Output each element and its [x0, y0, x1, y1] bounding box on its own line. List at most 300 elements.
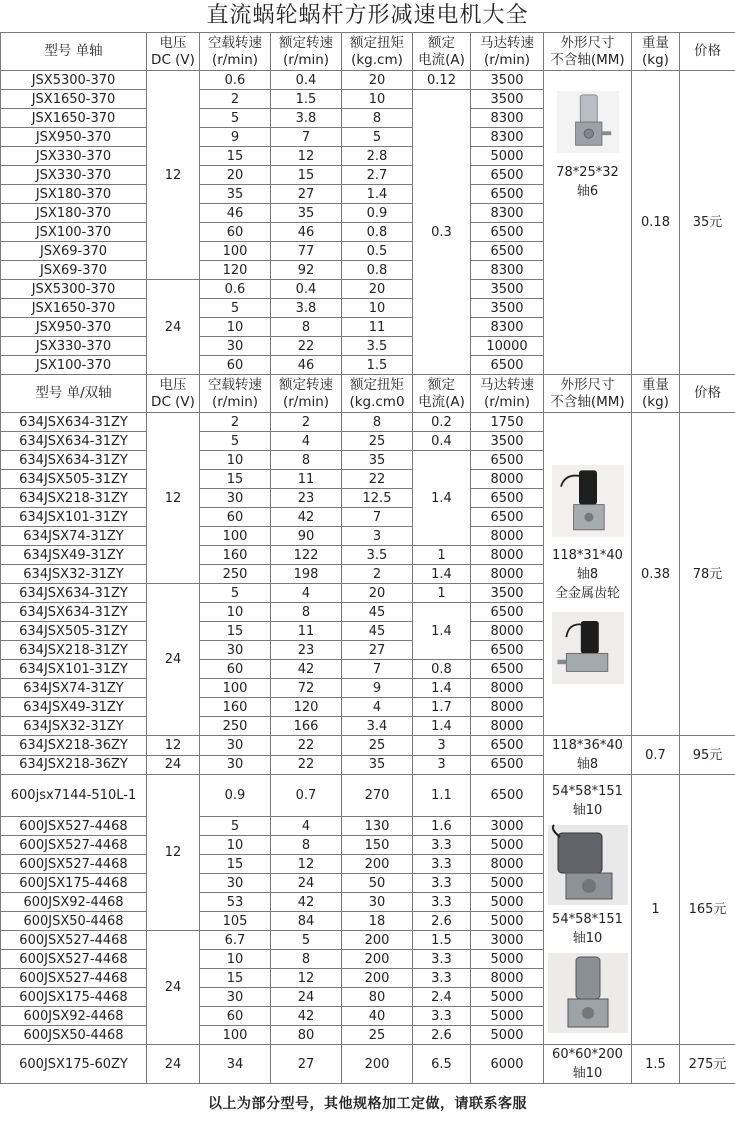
column-header: 额定转速 (r/min) — [271, 33, 342, 71]
table-cell: 22 — [342, 470, 413, 489]
table-cell: 12 — [271, 969, 342, 988]
table-cell: 3500 — [471, 299, 544, 318]
model-cell: 634JSX49-31ZY — [1, 546, 147, 565]
table-cell: 6000 — [471, 1045, 544, 1084]
table-cell: 200 — [342, 855, 413, 874]
motor-spec-table — [0, 32, 735, 1084]
table-cell: 1.5 — [342, 356, 413, 375]
table-cell: 11 — [342, 318, 413, 337]
table-cell: 30 — [200, 736, 271, 756]
table-cell: 8000 — [471, 470, 544, 489]
table-cell: 1.1 — [413, 775, 471, 817]
current-cell: 1.4 — [413, 565, 471, 584]
table-cell: 5 — [200, 817, 271, 836]
table-row — [1, 736, 735, 756]
model-cell: 634JSX49-31ZY — [1, 698, 147, 717]
size-text: 118*31*40 轴8 全金属齿轮 — [544, 546, 631, 603]
table-cell: 25 — [342, 736, 413, 756]
column-header: 空载转速 (r/min) — [200, 33, 271, 71]
table-cell: 200 — [342, 950, 413, 969]
table-cell: 10 — [342, 90, 413, 109]
table-row — [1, 1045, 735, 1084]
table-cell: 46 — [271, 223, 342, 242]
table-cell: 3.3 — [413, 1007, 471, 1026]
table-cell: 42 — [271, 508, 342, 527]
table-cell: 12 — [147, 736, 200, 756]
table-cell: 10 — [200, 451, 271, 470]
table-cell: 7 — [342, 508, 413, 527]
model-cell: JSX69-370 — [1, 242, 147, 261]
table-cell: 1.6 — [413, 817, 471, 836]
table-cell: 53 — [200, 893, 271, 912]
model-cell: 634JSX74-31ZY — [1, 527, 147, 546]
table-cell: 2.7 — [342, 166, 413, 185]
gear-motor-photo — [552, 605, 624, 691]
table-cell: 15 — [200, 470, 271, 489]
column-header: 额定扭矩 (kg.cm) — [342, 33, 413, 71]
table-cell: 198 — [271, 565, 342, 584]
table-cell: 5000 — [471, 836, 544, 855]
table-cell: 0.8 — [342, 261, 413, 280]
model-cell: 600JSX527-4468 — [1, 836, 147, 855]
table-cell: 6.5 — [413, 1045, 471, 1084]
table-cell: 24 — [147, 755, 200, 775]
price-cell: 95元 — [680, 736, 735, 775]
model-cell: JSX1650-370 — [1, 299, 147, 318]
table-cell: 130 — [342, 817, 413, 836]
table-cell: 45 — [342, 603, 413, 622]
table-cell: 10 — [200, 950, 271, 969]
table-cell: 15 — [200, 622, 271, 641]
size-cell: 118*36*40 轴8 — [544, 736, 632, 775]
table-cell: 8000 — [471, 622, 544, 641]
table-cell: 23 — [271, 489, 342, 508]
current-cell: 1 — [413, 584, 471, 603]
table-cell: 22 — [271, 337, 342, 356]
table-cell: 1750 — [471, 413, 544, 432]
weight-cell: 0.18 — [632, 71, 680, 375]
model-cell: 634JSX218-36ZY — [1, 736, 147, 756]
table-cell: 6.7 — [200, 931, 271, 950]
table-cell: 15 — [200, 147, 271, 166]
current-cell: 1.7 — [413, 698, 471, 717]
table-cell: 10 — [342, 299, 413, 318]
table-cell: 3.4 — [342, 717, 413, 736]
table-cell: 160 — [200, 546, 271, 565]
table-cell: 7 — [271, 128, 342, 147]
table-cell: 0.6 — [200, 280, 271, 299]
table-cell: 5000 — [471, 1026, 544, 1045]
current-cell: 0.8 — [413, 660, 471, 679]
table-cell: 100 — [200, 1026, 271, 1045]
table-row — [1, 775, 735, 817]
voltage-cell: 12 — [147, 71, 200, 280]
table-cell: 12.5 — [342, 489, 413, 508]
weight-cell: 0.38 — [632, 413, 680, 736]
table-cell: 200 — [342, 931, 413, 950]
table-cell: 20 — [200, 166, 271, 185]
model-cell: 634JSX505-31ZY — [1, 622, 147, 641]
table-cell: 8300 — [471, 204, 544, 223]
table-cell: 46 — [271, 356, 342, 375]
model-cell: JSX1650-370 — [1, 109, 147, 128]
voltage-cell: 24 — [147, 584, 200, 736]
current-cell: 1.4 — [413, 717, 471, 736]
voltage-cell: 12 — [147, 413, 200, 584]
model-cell: 600JSX175-60ZY — [1, 1045, 147, 1084]
table-cell: 8300 — [471, 109, 544, 128]
table-cell: 12 — [271, 147, 342, 166]
table-cell: 3.3 — [413, 969, 471, 988]
table-cell: 34 — [200, 1045, 271, 1084]
table-row — [1, 71, 735, 90]
table-cell: 3500 — [471, 584, 544, 603]
table-cell: 84 — [271, 912, 342, 931]
size-cell — [544, 413, 632, 736]
table-cell: 15 — [200, 855, 271, 874]
table-cell: 3 — [413, 755, 471, 775]
table-cell: 0.9 — [342, 204, 413, 223]
table-cell: 8 — [342, 109, 413, 128]
table-cell: 25 — [342, 1026, 413, 1045]
current-cell: 1 — [413, 546, 471, 565]
table-cell: 5000 — [471, 893, 544, 912]
column-header: 价格 — [680, 33, 735, 71]
model-cell: JSX180-370 — [1, 204, 147, 223]
table-cell: 6500 — [471, 356, 544, 375]
table-cell: 60 — [200, 660, 271, 679]
table-cell: 3.3 — [413, 855, 471, 874]
model-cell: JSX330-370 — [1, 147, 147, 166]
current-cell: 1.4 — [413, 603, 471, 660]
table-cell: 6500 — [471, 755, 544, 775]
table-cell: 5 — [342, 128, 413, 147]
table-cell: 6500 — [471, 489, 544, 508]
gear-motor-photo — [552, 458, 624, 544]
weight-cell: 0.7 — [632, 736, 680, 775]
table-cell: 4 — [342, 698, 413, 717]
table-cell: 22 — [271, 755, 342, 775]
table-cell: 5 — [271, 931, 342, 950]
current-cell: 0.12 — [413, 71, 471, 90]
table-cell: 42 — [271, 893, 342, 912]
column-header: 空载转速 (r/min) — [200, 375, 271, 413]
table-cell: 8000 — [471, 679, 544, 698]
table-cell: 40 — [342, 1007, 413, 1026]
table-cell: 6500 — [471, 166, 544, 185]
table-cell: 60 — [200, 356, 271, 375]
table-cell: 200 — [342, 969, 413, 988]
table-cell: 30 — [342, 893, 413, 912]
table-cell: 2 — [342, 565, 413, 584]
table-cell: 3500 — [471, 280, 544, 299]
model-cell: 600JSX92-4468 — [1, 893, 147, 912]
table-cell: 6500 — [471, 736, 544, 756]
size-text: 54*58*151 轴10 — [544, 782, 631, 820]
model-cell: JSX1650-370 — [1, 90, 147, 109]
table-cell: 2 — [271, 413, 342, 432]
table-cell: 46 — [200, 204, 271, 223]
table-cell: 50 — [342, 874, 413, 893]
table-cell: 77 — [271, 242, 342, 261]
table-cell: 150 — [342, 836, 413, 855]
table-cell: 6500 — [471, 242, 544, 261]
table-cell: 5000 — [471, 912, 544, 931]
table-cell: 8300 — [471, 261, 544, 280]
table-cell: 3.8 — [271, 299, 342, 318]
table-cell: 100 — [200, 242, 271, 261]
table-cell: 120 — [200, 261, 271, 280]
table-cell: 35 — [200, 185, 271, 204]
gear-motor-photo — [548, 822, 628, 908]
table-cell: 8 — [342, 413, 413, 432]
table-cell: 100 — [200, 679, 271, 698]
column-header: 电压 DC (V) — [147, 375, 200, 413]
table-cell: 10 — [200, 603, 271, 622]
table-cell: 4 — [271, 432, 342, 451]
table-cell: 5 — [200, 299, 271, 318]
price-cell: 35元 — [680, 71, 735, 375]
table-cell: 5000 — [471, 950, 544, 969]
model-cell: 600JSX175-4468 — [1, 874, 147, 893]
table-cell: 7 — [342, 660, 413, 679]
model-cell: 634JSX32-31ZY — [1, 717, 147, 736]
table-cell: 1.5 — [271, 90, 342, 109]
size-cell: 60*60*200 轴10 — [544, 1045, 632, 1084]
footer-note: 以上为部分型号，其他规格加工定做，请联系客服 — [0, 1084, 735, 1128]
model-cell: JSX100-370 — [1, 356, 147, 375]
table-cell: 27 — [271, 1045, 342, 1084]
size-text: 78*25*32 轴6 — [544, 163, 631, 201]
model-cell: JSX100-370 — [1, 223, 147, 242]
table-cell: 105 — [200, 912, 271, 931]
table-cell: 10 — [200, 318, 271, 337]
table-cell: 0.8 — [342, 223, 413, 242]
table-cell: 120 — [271, 698, 342, 717]
model-cell: 634JSX218-31ZY — [1, 641, 147, 660]
table-cell: 8000 — [471, 565, 544, 584]
table-cell: 27 — [342, 641, 413, 660]
table-cell: 8 — [271, 950, 342, 969]
table-cell: 20 — [342, 280, 413, 299]
table-cell: 0.7 — [271, 775, 342, 817]
table-cell: 5000 — [471, 988, 544, 1007]
table-cell: 30 — [200, 641, 271, 660]
table-cell: 80 — [271, 1026, 342, 1045]
current-cell: 0.3 — [413, 90, 471, 375]
model-cell: 600JSX50-4468 — [1, 1026, 147, 1045]
table-cell: 3.3 — [413, 893, 471, 912]
table-cell: 2 — [200, 413, 271, 432]
table-cell: 24 — [271, 988, 342, 1007]
table-cell: 23 — [271, 641, 342, 660]
model-cell: 634JSX634-31ZY — [1, 603, 147, 622]
table-cell: 2.4 — [413, 988, 471, 1007]
table-cell: 42 — [271, 1007, 342, 1026]
table-cell: 20 — [342, 71, 413, 90]
table-cell: 15 — [200, 969, 271, 988]
model-cell: 634JSX218-36ZY — [1, 755, 147, 775]
model-cell: 634JSX32-31ZY — [1, 565, 147, 584]
table-cell: 5 — [200, 109, 271, 128]
model-cell: 634JSX74-31ZY — [1, 679, 147, 698]
model-cell: 634JSX505-31ZY — [1, 470, 147, 489]
table-cell: 3.3 — [413, 874, 471, 893]
weight-cell: 1.5 — [632, 1045, 680, 1084]
price-cell: 165元 — [680, 775, 735, 1045]
table-cell: 8000 — [471, 527, 544, 546]
model-cell: JSX330-370 — [1, 337, 147, 356]
table-cell: 6500 — [471, 775, 544, 817]
model-cell: 634JSX218-31ZY — [1, 489, 147, 508]
table-cell: 4 — [271, 584, 342, 603]
table-cell: 10000 — [471, 337, 544, 356]
table-cell: 8000 — [471, 969, 544, 988]
current-cell: 0.4 — [413, 432, 471, 451]
column-header: 额定 电流(A) — [413, 33, 471, 71]
table-cell: 0.4 — [271, 280, 342, 299]
table-cell: 5 — [200, 432, 271, 451]
table-cell: 35 — [342, 755, 413, 775]
table-cell: 2 — [200, 90, 271, 109]
column-header: 型号 单/双轴 — [1, 375, 147, 413]
model-cell: 600JSX175-4468 — [1, 988, 147, 1007]
table-cell: 8000 — [471, 855, 544, 874]
table-cell: 5 — [200, 584, 271, 603]
table-cell: 35 — [271, 204, 342, 223]
weight-cell: 1 — [632, 775, 680, 1045]
table-cell: 3500 — [471, 90, 544, 109]
model-cell: JSX950-370 — [1, 128, 147, 147]
table-cell: 80 — [342, 988, 413, 1007]
gear-motor-photo — [557, 83, 619, 161]
table-cell: 4 — [271, 817, 342, 836]
table-cell: 5000 — [471, 1007, 544, 1026]
table-cell: 9 — [200, 128, 271, 147]
table-cell: 1.4 — [342, 185, 413, 204]
model-cell: 600JSX527-4468 — [1, 931, 147, 950]
model-cell: 634JSX101-31ZY — [1, 660, 147, 679]
model-cell: JSX69-370 — [1, 261, 147, 280]
header-row-1 — [1, 33, 735, 71]
table-cell: 60 — [200, 508, 271, 527]
table-cell: 8300 — [471, 318, 544, 337]
table-cell: 0.5 — [342, 242, 413, 261]
model-cell: JSX950-370 — [1, 318, 147, 337]
table-cell: 2.6 — [413, 1026, 471, 1045]
column-header: 外形尺寸 不含轴(MM) — [544, 375, 632, 413]
model-cell: 634JSX101-31ZY — [1, 508, 147, 527]
table-cell: 30 — [200, 489, 271, 508]
column-header: 额定 电流(A) — [413, 375, 471, 413]
table-cell: 1.5 — [413, 931, 471, 950]
table-cell: 100 — [200, 527, 271, 546]
table-cell: 6500 — [471, 451, 544, 470]
column-header: 电压 DC (V) — [147, 33, 200, 71]
table-cell: 250 — [200, 565, 271, 584]
table-cell: 166 — [271, 717, 342, 736]
table-cell: 15 — [271, 166, 342, 185]
table-cell: 24 — [271, 874, 342, 893]
table-cell: 6500 — [471, 185, 544, 204]
price-cell: 78元 — [680, 413, 735, 736]
column-header: 马达转速 (r/min) — [471, 375, 544, 413]
size-cell — [544, 71, 632, 375]
table-cell: 2.8 — [342, 147, 413, 166]
column-header: 型号 单轴 — [1, 33, 147, 71]
table-cell: 92 — [271, 261, 342, 280]
table-cell: 3.5 — [342, 546, 413, 565]
table-cell: 60 — [200, 223, 271, 242]
table-cell: 8 — [271, 836, 342, 855]
size-text: 54*58*151 轴10 — [544, 910, 631, 948]
table-cell: 200 — [342, 1045, 413, 1084]
table-cell: 25 — [342, 432, 413, 451]
table-cell: 24 — [147, 1045, 200, 1084]
table-cell: 11 — [271, 622, 342, 641]
table-cell: 9 — [342, 679, 413, 698]
table-cell: 270 — [342, 775, 413, 817]
voltage-cell: 24 — [147, 280, 200, 375]
page-title: 直流蜗轮蜗杆方形减速电机大全 — [0, 0, 735, 32]
table-cell: 6500 — [471, 660, 544, 679]
model-cell: 600jsx7144-510L-1 — [1, 775, 147, 817]
table-cell: 42 — [271, 660, 342, 679]
model-cell: 600JSX527-4468 — [1, 855, 147, 874]
model-cell: JSX330-370 — [1, 166, 147, 185]
current-cell: 1.4 — [413, 451, 471, 546]
table-cell: 60 — [200, 1007, 271, 1026]
table-cell: 0.6 — [200, 71, 271, 90]
table-cell: 5000 — [471, 874, 544, 893]
model-cell: 634JSX634-31ZY — [1, 584, 147, 603]
table-cell: 2.6 — [413, 912, 471, 931]
table-cell: 122 — [271, 546, 342, 565]
model-cell: 600JSX527-4468 — [1, 817, 147, 836]
model-cell: 600JSX92-4468 — [1, 1007, 147, 1026]
table-cell: 3500 — [471, 71, 544, 90]
voltage-cell: 24 — [147, 931, 200, 1045]
header-row-2 — [1, 375, 735, 413]
model-cell: JSX5300-370 — [1, 280, 147, 299]
table-cell: 11 — [271, 470, 342, 489]
table-cell: 30 — [200, 988, 271, 1007]
column-header: 额定扭矩 (kg.cm0 — [342, 375, 413, 413]
table-cell: 3.8 — [271, 109, 342, 128]
table-cell: 90 — [271, 527, 342, 546]
table-cell: 8 — [271, 451, 342, 470]
table-cell: 6500 — [471, 508, 544, 527]
table-cell: 3 — [342, 527, 413, 546]
table-cell: 3500 — [471, 432, 544, 451]
column-header: 价格 — [680, 375, 735, 413]
column-header: 外形尺寸 不含轴(MM) — [544, 33, 632, 71]
table-cell: 8000 — [471, 546, 544, 565]
table-cell: 20 — [342, 584, 413, 603]
model-cell: 634JSX634-31ZY — [1, 432, 147, 451]
table-cell: 35 — [342, 451, 413, 470]
table-cell: 5000 — [471, 147, 544, 166]
column-header: 额定转速 (r/min) — [271, 375, 342, 413]
column-header: 马达转速 (r/min) — [471, 33, 544, 71]
table-cell: 30 — [200, 755, 271, 775]
table-cell: 3000 — [471, 931, 544, 950]
model-cell: 634JSX634-31ZY — [1, 451, 147, 470]
table-cell: 3.3 — [413, 836, 471, 855]
table-cell: 6500 — [471, 223, 544, 242]
model-cell: 600JSX527-4468 — [1, 950, 147, 969]
column-header: 重量 (kg) — [632, 33, 680, 71]
